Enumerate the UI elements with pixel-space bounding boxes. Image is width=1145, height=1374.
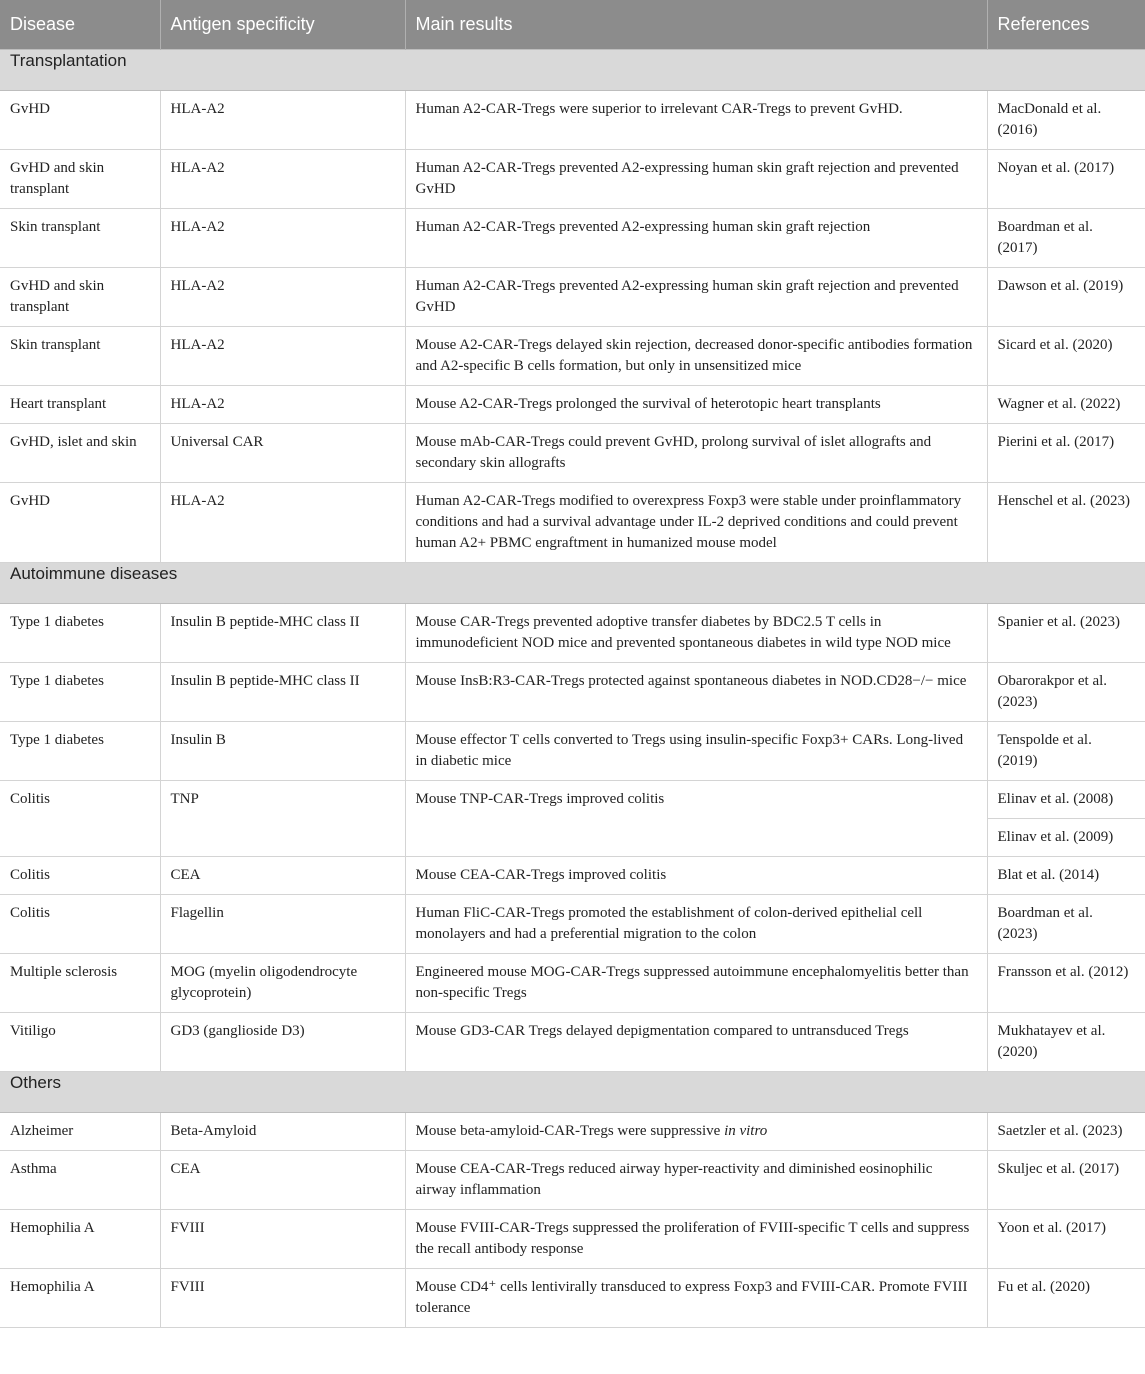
table-row [0,267,1145,326]
antigen-cell: Insulin B peptide-MHC class II [160,662,405,721]
disease-cell: Skin transplant [0,326,160,385]
disease-cell: GvHD and skin transplant [0,267,160,326]
reference-cell: Skuljec et al. (2017) [987,1150,1145,1209]
disease-cell: Asthma [0,1150,160,1209]
reference-cell: Fransson et al. (2012) [987,953,1145,1012]
result-cell: Mouse A2-CAR-Tregs delayed skin rejection, decreased donor-specific antibodies formation and A2-specific B cells formation, but only in unsensitized mice [405,326,987,385]
table-row [0,482,1145,562]
section-row [0,49,1145,90]
antigen-cell: Insulin B peptide-MHC class II [160,603,405,662]
reference-cell: Pierini et al. (2017) [987,423,1145,482]
disease-cell: GvHD [0,90,160,149]
table-row [0,953,1145,1012]
reference-cell: Spanier et al. (2023) [987,603,1145,662]
table-row [0,208,1145,267]
result-cell: Mouse GD3-CAR Tregs delayed depigmentation compared to untransduced Tregs [405,1012,987,1071]
result-cell: Mouse CEA-CAR-Tregs reduced airway hyper-reactivity and diminished eosinophilic airway inflammation [405,1150,987,1209]
result-cell [405,1112,987,1150]
disease-cell: Multiple sclerosis [0,953,160,1012]
result-cell: Engineered mouse MOG-CAR-Tregs suppressed autoimmune encephalomyelitis better than non-specific Tregs [405,953,987,1012]
table-row [0,662,1145,721]
disease-cell: Type 1 diabetes [0,662,160,721]
antigen-cell: TNP [160,780,405,856]
reference-cell: Henschel et al. (2023) [987,482,1145,562]
result-cell: Human A2-CAR-Tregs prevented A2-expressing human skin graft rejection and prevented GvHD [405,267,987,326]
header-antigen-specificity: Antigen specificity [160,0,405,49]
antigen-cell: HLA-A2 [160,482,405,562]
table-row [0,1112,1145,1150]
reference-cell: Elinav et al. (2009) [987,818,1145,856]
header-row [0,0,1145,49]
result-cell: Mouse A2-CAR-Tregs prolonged the survival of heterotopic heart transplants [405,385,987,423]
antigen-cell: HLA-A2 [160,267,405,326]
result-cell: Mouse InsB:R3-CAR-Tregs protected against spontaneous diabetes in NOD.CD28−/− mice [405,662,987,721]
antigen-cell: CEA [160,856,405,894]
antigen-cell: GD3 (ganglioside D3) [160,1012,405,1071]
antigen-cell: HLA-A2 [160,326,405,385]
disease-cell: Type 1 diabetes [0,721,160,780]
result-cell: Human A2-CAR-Tregs modified to overexpress Foxp3 were stable under proinflammatory conditions and had a survival advantage under IL-2 deprived conditions and could prevent human A2+ PBMC engraftment in humanized mouse model [405,482,987,562]
reference-cell: Fu et al. (2020) [987,1268,1145,1327]
table-row [0,90,1145,149]
reference-cell: Noyan et al. (2017) [987,149,1145,208]
antigen-cell: HLA-A2 [160,149,405,208]
header-main-results: Main results [405,0,987,49]
reference-cell: Wagner et al. (2022) [987,385,1145,423]
table-row [0,1150,1145,1209]
reference-cell: Yoon et al. (2017) [987,1209,1145,1268]
antigen-cell: HLA-A2 [160,208,405,267]
disease-cell: GvHD, islet and skin [0,423,160,482]
antigen-cell: HLA-A2 [160,90,405,149]
table-row [0,894,1145,953]
antigen-cell: Flagellin [160,894,405,953]
result-cell: Mouse FVIII-CAR-Tregs suppressed the proliferation of FVIII-specific T cells and suppress the recall antibody response [405,1209,987,1268]
antigen-cell: Insulin B [160,721,405,780]
reference-cell: Boardman et al. (2023) [987,894,1145,953]
reference-cell: Obarorakpor et al. (2023) [987,662,1145,721]
section-autoimmune: Autoimmune diseases [0,562,1145,603]
reference-cell: Boardman et al. (2017) [987,208,1145,267]
section-row [0,562,1145,603]
disease-cell: GvHD and skin transplant [0,149,160,208]
section-others: Others [0,1071,1145,1112]
table-row [0,385,1145,423]
antigen-cell: Beta-Amyloid [160,1112,405,1150]
reference-cell: Saetzler et al. (2023) [987,1112,1145,1150]
header-references: References [987,0,1145,49]
antigen-cell: Universal CAR [160,423,405,482]
disease-cell: Type 1 diabetes [0,603,160,662]
table-row [0,1268,1145,1327]
result-cell: Mouse CAR-Tregs prevented adoptive transfer diabetes by BDC2.5 T cells in immunodeficient NOD mice and prevented spontaneous diabetes in wild type NOD mice [405,603,987,662]
disease-cell: Hemophilia A [0,1268,160,1327]
disease-cell: GvHD [0,482,160,562]
table-row [0,1012,1145,1071]
reference-cell: Sicard et al. (2020) [987,326,1145,385]
result-cell: Mouse effector T cells converted to Tregs using insulin-specific Foxp3+ CARs. Long-lived in diabetic mice [405,721,987,780]
result-cell: Human A2-CAR-Tregs prevented A2-expressing human skin graft rejection and prevented GvHD [405,149,987,208]
reference-cell: MacDonald et al. (2016) [987,90,1145,149]
antigen-cell: MOG (myelin oligodendrocyte glycoprotein) [160,953,405,1012]
disease-cell: Skin transplant [0,208,160,267]
result-cell: Human A2-CAR-Tregs prevented A2-expressing human skin graft rejection [405,208,987,267]
header-disease: Disease [0,0,160,49]
result-cell: Mouse mAb-CAR-Tregs could prevent GvHD, prolong survival of islet allografts and secondary skin allografts [405,423,987,482]
antigen-cell: HLA-A2 [160,385,405,423]
reference-cell: Tenspolde et al. (2019) [987,721,1145,780]
disease-cell: Alzheimer [0,1112,160,1150]
table-row [0,423,1145,482]
disease-cell: Colitis [0,856,160,894]
antigen-cell: FVIII [160,1209,405,1268]
result-cell: Mouse CEA-CAR-Tregs improved colitis [405,856,987,894]
section-transplantation: Transplantation [0,49,1145,90]
disease-cell: Hemophilia A [0,1209,160,1268]
disease-cell: Colitis [0,780,160,856]
table-row [0,603,1145,662]
disease-cell: Vitiligo [0,1012,160,1071]
table-row [0,149,1145,208]
reference-cell: Elinav et al. (2008) [987,780,1145,818]
antigen-cell: FVIII [160,1268,405,1327]
reference-cell: Blat et al. (2014) [987,856,1145,894]
result-cell: Human A2-CAR-Tregs were superior to irrelevant CAR-Tregs to prevent GvHD. [405,90,987,149]
reference-cell: Mukhatayev et al. (2020) [987,1012,1145,1071]
disease-cell: Colitis [0,894,160,953]
result-cell: Human FliC-CAR-Tregs promoted the establishment of colon-derived epithelial cell monolayers and had a preferential migration to the colon [405,894,987,953]
table-row [0,780,1145,818]
antigen-cell: CEA [160,1150,405,1209]
section-row [0,1071,1145,1112]
table-row [0,1209,1145,1268]
table-row [0,721,1145,780]
result-italic-text: in vitro [724,1122,768,1139]
result-text: Mouse beta-amyloid-CAR-Tregs were suppressive [415,1122,721,1139]
table-row [0,856,1145,894]
reference-cell: Dawson et al. (2019) [987,267,1145,326]
disease-cell: Heart transplant [0,385,160,423]
result-cell: Mouse CD4⁺ cells lentivirally transduced to express Foxp3 and FVIII-CAR. Promote FVIII tolerance [405,1268,987,1327]
result-cell: Mouse TNP-CAR-Tregs improved colitis [405,780,987,856]
table-row [0,326,1145,385]
